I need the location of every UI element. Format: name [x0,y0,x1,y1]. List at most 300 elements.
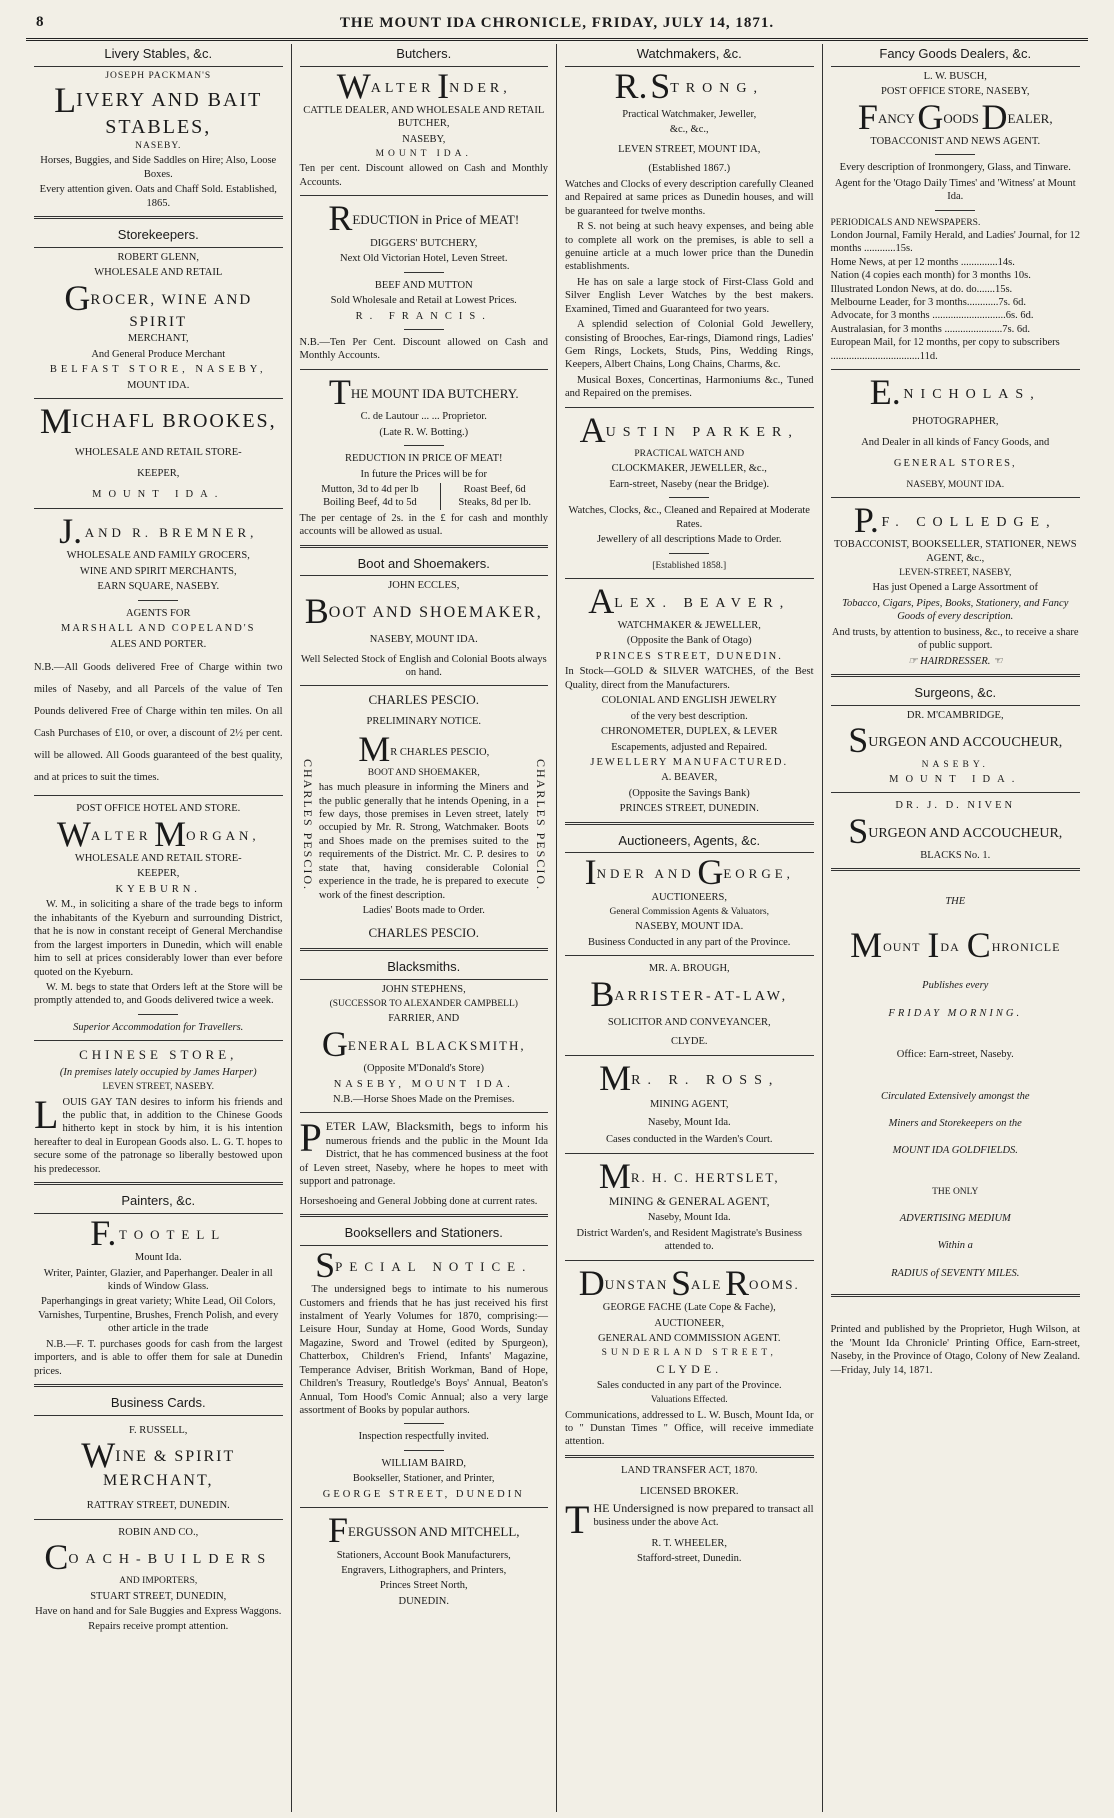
ad-packman [34,70,283,210]
ad-owner: DIGGERS' BUTCHERY, [370,237,478,249]
drop-cap: G [917,96,944,137]
masthead-rule [26,38,1088,41]
ad-text: Paperhangings in great variety; White Lead, Oil Colors, Varnishes, Turpentine, Brushes, French Polish, and every other article in the trade [38,1296,279,1335]
ad-text: Horses, Buggies, and Side Saddles on Hire; Also, Loose Boxes. [40,155,277,180]
drop-cap: I [927,924,941,965]
ad-owner: CHARLES PESCIO. [368,692,480,708]
ad-body: to inform his numerous friends and the public in the Mount Ida District, that he has commenced business at the foot of Leven street, Naseby, where he hopes to meet with support and patronage. [299,1122,548,1188]
ad-text: Practical Watchmaker, Jeweller, [622,109,757,121]
drop-cap: B [590,973,615,1014]
ad-name: ALTER [370,80,435,96]
short-rule [404,329,444,330]
ad-body: Ten per cent. Discount allowed on Cash and Monthly Accounts. [299,163,548,188]
list-item: Australasian, for 3 months ......................7s. 6d. [830,323,1030,335]
ad-text: Sales conducted in any part of the Province. [596,1379,782,1391]
divider [34,1384,283,1387]
ad-dunstan [565,1262,814,1449]
price-cell: Steaks, 8d per lb. [458,497,532,509]
column-2 [292,44,558,1812]
ad-text: POST OFFICE STORE, NASEBY, [880,86,1030,98]
ad-text: General Commission Agents & Valuators, [609,907,769,918]
short-rule [404,272,444,273]
ad-inder-george [565,852,814,949]
ad-sign: CHARLES PESCIO. [368,925,480,941]
price-table [300,483,549,510]
ad-text: POST OFFICE HOTEL AND STORE. [76,803,241,815]
ad-text: PHOTOGRAPHER, [912,415,999,427]
ad-beaver [565,580,814,816]
short-rule [404,1423,444,1424]
ad-owner: ROBERT GLENN, [117,251,199,263]
divider [34,1519,283,1520]
ad-text: And General Produce Merchant [91,348,226,360]
ad-text: MINING & GENERAL AGENT, [608,1194,770,1209]
list-item: European Mail, for 12 months, per copy to subscribers ..................................11d. [830,337,1060,362]
drop-cap: P [299,1115,322,1161]
short-rule [669,497,709,498]
newspaper-title: THE MOUNT IDA CHRONICLE, FRIDAY, JULY 14, 1871. [339,15,775,31]
drop-cap: G [64,277,91,318]
ad-text: KEEPER, [137,868,180,880]
title-word: HRONICLE [991,939,1061,954]
ad-text: Bookseller, Stationer, and Printer, [352,1473,495,1485]
ad-name: ORGAN, [186,827,260,843]
ad-name: OODS [943,110,979,126]
title-word: DA [940,939,960,954]
ad-body: Watches and Clocks of every description carefully Cleaned and Repaired at same prices as Dunedin houses, and will be guaranteed for twelve months. [565,178,814,217]
ad-text: Valuations Effected. [650,1395,728,1406]
ad-wheeler [565,1464,814,1566]
divider [34,795,283,796]
column-1 [26,44,292,1812]
divider [34,1182,283,1185]
pescio-body [300,728,549,920]
divider [34,398,283,399]
short-rule [138,600,178,601]
drop-cap: M [599,1057,632,1098]
divider [300,195,549,196]
ad-text: GENERAL AND COMMISSION AGENT. [597,1332,781,1344]
ad-title: ETER LAW, Blacksmith, begs [325,1119,482,1134]
ad-text: WHOLESALE AND RETAIL [94,267,223,279]
ad-place: BLACKS No. 1. [920,849,991,861]
ad-body: N.B.—All Goods delivered Free of Charge within two miles of Naseby, and all Parcels of the value of Ten Pounds delivered Free of Charge within ten miles. On all Cash Purchases of £10, or over, a discount of 2½ per cent. will be allowed. All Goods guaranteed of the best quality, and at prices to suit the times. [34,661,283,784]
ad-address: GEORGE STREET, DUNEDIN [322,1488,525,1500]
ad-text: Business Conducted in any part of the Province. [588,936,791,948]
ad-ross [565,1057,814,1147]
table-row [300,483,549,496]
ad-text: (Opposite the Bank of Otago) [626,635,752,647]
price-cell: Mutton, 3d to 4d per lb [300,483,441,496]
ad-address: BELFAST STORE, NASEBY, [49,364,267,376]
drop-cap: M [154,813,187,854]
ad-glenn [34,251,283,393]
drop-cap: C [966,924,992,965]
drop-cap: M [39,401,72,442]
short-rule [404,1450,444,1451]
ad-chinese-store [34,1047,283,1176]
ad-text: Every description of Ironmongery, Glass, and Tinware. [839,162,1071,174]
ad-text: BEEF AND MUTTON [374,279,473,291]
ad-owner: WILLIAM BAIRD, [381,1457,467,1469]
ad-surgeons [831,709,1081,863]
section-heading: Auctioneers, Agents, &c. [565,831,814,854]
ad-title: IVERY AND BAIT STABLES, [76,88,263,139]
ad-address: Stafford-street, Dunedin. [637,1553,742,1565]
ad-title: R. R. ROSS, [631,1072,780,1088]
section-heading: Storekeepers. [34,225,283,248]
ad-text: REDUCTION IN PRICE OF MEAT! [345,453,503,465]
ad-text: In future the Prices will be for [360,468,488,480]
ad-name: NDER AND [596,866,695,882]
ad-text: Repairs receive prompt attention. [88,1621,229,1633]
ad-body: has much pleasure in informing the Miners and the public generally that he intends Opening, in a few days, those premises in Leven street, lately occupied by Mr. R. Strong, Watchmaker. Boots and Shoes made on the premises suited to the requirements of the District. Mr. C. P. desires to state that, having considerable Colonial experience in the trade, he is prepared to execute work of the finest description. [318,782,529,901]
ad-name: ALE [691,1276,723,1292]
drop-cap: G [697,852,724,893]
ad-text: AND IMPORTERS, [119,1576,198,1587]
ad-place: MOUNT IDA. [127,379,190,391]
ad-text: Jewellery of all descriptions Made to Order. [596,534,782,546]
ad-text: (SUCCESSOR TO ALEXANDER CAMPBELL) [329,999,518,1010]
divider [565,1153,814,1154]
title-word: OUNT [883,939,921,954]
ad-place: MOUNT IDA. [889,773,1022,785]
ad-address: SUNDERLAND STREET, [601,1348,777,1359]
section-heading: Watchmakers, &c. [565,44,814,67]
ad-place: CLYDE. [670,1036,708,1048]
ad-text: Has just Opened a Large Assortment of [872,582,1038,594]
ad-text: KEEPER, [137,468,180,480]
short-rule [138,1014,178,1015]
ad-text: DUNEDIN. [398,1595,449,1607]
ad-text: WATCHMAKER & JEWELLER, [617,620,761,632]
section-heading: Fancy Goods Dealers, &c. [831,44,1081,67]
ad-address: PRINCES STREET, DUNEDIN. [619,803,759,815]
ad-place: CLYDE. [656,1361,723,1376]
ad-text: Watches, Clocks, &c., Cleaned and Repaired at Moderate Rates. [568,505,810,530]
promo-title [831,924,1081,965]
drop-cap: A [579,409,606,450]
drop-cap: M [598,1155,631,1196]
list-item: Nation (4 copies each month) for 3 months 10s. [830,270,1031,282]
ad-address: STUART STREET, DUNEDIN, [90,1590,227,1602]
drop-cap: P. [853,500,879,541]
ad-hertslet [565,1155,814,1254]
section-heading: Livery Stables, &c. [34,44,283,67]
page-number: 8 [36,14,44,30]
ad-place: Naseby, Mount Ida. [647,1116,731,1128]
drop-cap: D [578,1262,605,1303]
ad-owner: DR. M'CAMBRIDGE, [906,709,1004,721]
drop-cap: M [850,924,884,965]
short-rule [404,445,444,446]
promo-text: Circulated Extensively amongst the [880,1090,1030,1102]
ad-name: EALER, [1007,110,1053,126]
ad-text: Agent for the 'Otago Daily Times' and 'Witness' at Mount Ida. [834,177,1076,203]
section-heading: Blacksmiths. [300,957,549,980]
drop-cap: D [981,96,1008,137]
ad-text: Sold Wholesale and Retail at Lowest Prices. [330,295,517,307]
ad-text: COLONIAL AND ENGLISH JEWELRY [601,695,777,707]
ad-name: ANCY [877,110,915,126]
list-item: Advocate, for 3 months ............................6s. 6d. [830,310,1034,322]
ad-place: NASEBY, MOUNT IDA. [635,921,744,933]
ad-title: F. COLLEDGE, [881,515,1057,531]
ad-text: Tobacco, Cigars, Pipes, Books, Stationery, and Fancy Goods of every description. [842,597,1069,623]
ad-place: MOUNT IDA. [375,149,472,160]
ad-owner: JOHN STEPHENS, [381,983,466,995]
ad-place: NASEBY, MOUNT IDA. [906,479,1005,490]
ad-text: &c., &c., [669,124,709,136]
ad-text: (Established 1867.) [648,163,731,175]
ad-place: NASEBY. [135,141,182,152]
drop-cap: E. [869,372,901,413]
drop-cap: S [848,720,869,761]
ad-text: GEORGE FACHE (Late Cope & Fache), [602,1302,776,1314]
ad-text: Have on hand and for Sale Buggies and Express Waggons. [35,1606,282,1617]
divider [565,1260,814,1261]
ad-body: In Stock—GOLD & SILVER WATCHES, of the Best Quality, direct from the Manufacturers. [565,666,814,691]
ad-sign: A. BEAVER, [661,772,718,784]
short-rule [669,553,709,554]
ad-text: TOBACCONIST, BOOKSELLER, STATIONER, NEWS AGENT, &c., [833,539,1077,564]
hand-pointer-left-icon: ☜ [993,655,1003,667]
ad-tootell [34,1212,283,1378]
ad-text: BOOT AND SHOEMAKER, [367,767,480,778]
newspaper-price-list [831,217,1081,364]
ad-title: HE MOUNT IDA BUTCHERY. [350,385,519,401]
ad-title: EDUCTION in Price of MEAT! [352,212,520,228]
ad-text: Cases conducted in the Warden's Court. [606,1134,773,1146]
ad-place: Mount Ida. [134,1252,182,1264]
section-heading: Painters, &c. [34,1191,283,1214]
ad-title: TRONG, [670,80,764,96]
ad-title: R. H. C. HERTSLET, [630,1169,780,1185]
ad-body: Musical Boxes, Concertinas, Harmoniums &c., Tuned and Repaired on the premises. [565,374,814,400]
ad-text: NASEBY, [402,133,446,145]
ad-brough [565,962,814,1049]
ad-body: OUIS GAY TAN desires to inform his friends and the public that, in addition to the Chinese Goods hitherto kept in stock by him, it is his intention hereafter to deal in European Goods also. L. G. T. hopes to secure some of the patronage so liberally bestowed upon his predecessor. [34,1096,283,1175]
drop-cap: L [54,79,77,120]
divider [831,674,1081,677]
ad-mount-ida-butchery [299,371,549,539]
drop-cap: M [358,728,391,769]
ad-text: of the very best description. [630,710,748,722]
drop-cap: F [857,96,878,137]
ad-title: ERGUSSON AND MITCHELL, [347,1524,520,1540]
chronicle-promo [831,895,1081,1280]
pescio-text [318,728,529,920]
ad-text: MERCHANT, [127,333,189,345]
ad-text: SOLICITOR AND CONVEYANCER, [607,1017,771,1029]
ad-text: GENERAL STORES, [893,458,1017,470]
ad-address: LEVEN STREET, NASEBY. [102,1082,215,1093]
divider [565,407,814,408]
ad-text: WINE AND SPIRIT MERCHANTS, [79,565,237,577]
drop-cap: I [584,852,597,893]
table-row [300,496,549,509]
ad-owner: F. RUSSELL, [129,1424,188,1436]
drop-cap: T [565,1496,590,1542]
ad-body: W. M., in soliciting a share of the trade begs to inform the inhabitants of the Kyeburn and surrounding District, that he is now in constant receipt of General Merchandise from the largest importers in Dunedin, which will enable him to sell at prices considerably lower than ever before quoted on the Kyeburn. [34,899,283,978]
ad-text: WHOLESALE AND RETAIL STORE- [74,853,242,865]
ad-text: MARSHALL AND COPELAND'S [60,623,256,635]
section-heading: Booksellers and Stationers. [300,1223,549,1246]
ad-sign: R. T. WHEELER, [651,1537,728,1549]
divider [565,1455,814,1458]
ad-title: PECIAL NOTICE. [335,1258,533,1274]
ad-morgan [34,802,283,1034]
ad-title: ARRISTER-AT-LAW, [614,988,789,1004]
divider [831,792,1081,793]
ad-address: Earn-street, Naseby (near the Bridge). [609,478,770,490]
ad-text: WHOLESALE AND FAMILY GROCERS, [66,550,250,562]
promo-text: THE ONLY [932,1186,979,1197]
vertical-name: CHARLES PESCIO. [300,758,315,891]
ad-text: Well Selected Stock of English and Colonial Boots always on hand. [300,653,547,679]
price-cell: Roast Beef, 6d [463,483,526,495]
ad-text [831,655,1081,668]
ad-text: CATTLE DEALER, AND WHOLESALE AND RETAIL BUTCHER, [303,105,545,130]
ad-text: JEWELLERY MANUFACTURED. [590,756,789,768]
section-heading: Boot and Shoemakers. [300,554,549,577]
drop-cap: G [321,1023,348,1064]
ad-body: to transact all business under the above Act. [593,1503,814,1529]
ad-place: KYEBURN. [115,883,201,895]
short-rule [935,210,975,211]
hand-pointer-right-icon: ☞ [908,655,918,667]
ad-place: NASEBY, MOUNT IDA. [369,634,478,646]
ad-title: ICHAFL BROOKES, [71,410,277,433]
drop-cap: W [81,1435,116,1476]
divider [300,1507,549,1508]
ad-title: ROCER, WINE AND SPIRIT [90,291,253,330]
drop-cap: I [437,65,450,106]
divider [565,822,814,825]
ad-name: OOMS. [748,1276,800,1292]
promo-office: Office: Earn-street, Naseby. [896,1049,1014,1061]
list-item: London Journal, Family Herald, and Ladies' Journal, for 12 months ............15s. [830,229,1080,255]
drop-cap: S [848,810,869,851]
promo-text: ADVERTISING MEDIUM [899,1213,1011,1224]
drop-cap: F. [90,1212,117,1253]
ad-text: (In premises lately occupied by James Harper) [59,1066,257,1078]
divider [831,369,1081,370]
ad-russell [34,1424,283,1513]
list-heading: PERIODICALS AND NEWSPAPERS. [830,217,981,228]
ad-text: District Warden's, and Resident Magistrate's Business attended to. [576,1227,803,1253]
list-item: Melbourne Leader, for 3 months............7s. 6d. [830,296,1027,308]
column-4 [823,44,1089,1812]
divider [34,216,283,219]
ad-text: Stationers, Account Book Manufacturers, [336,1549,511,1561]
ad-body: The undersigned begs to intimate to his numerous Customers and friends that he has just received his first instalment of Yearly Volumes for 1870, comprising:—Leisure Hour, Sunday at Home, Good Words, Sunday Magazine, Sword and Trowel (edited by Spurgeon), Chatterbox, Children's Friend, Infants' Magazine, Temperance Adviser, British Workman, Band of Hope, Children's Treasury, Routledge's Boys' Annual, Beaton's Annual, Tom Hood's Comic Annual; also a very large assortment of Books by popular authors. [299,1284,548,1417]
divider [831,868,1081,871]
ad-owner: JOSEPH PACKMAN'S [105,70,212,81]
ad-owner: MR. A. BROUGH, [648,963,730,975]
ad-fergusson [300,1510,549,1608]
ad-text: CLOCKMAKER, JEWELLER, &c., [611,463,767,475]
ad-text: LAND TRANSFER ACT, 1870. [621,1464,758,1476]
divider [300,545,549,548]
ad-body: He has on sale a large stock of First-Class Gold and Silver English Lever Watches by the best makers. Examined, Timed and Guaranteed for two years. [565,276,814,315]
ad-text: FARRIER, AND [388,1013,460,1025]
ad-name: ALTER [90,827,152,843]
ad-text: Horseshoeing and General Jobbing done at current rates. [299,1195,538,1207]
columns [26,44,1088,1812]
ad-title: CHINESE STORE, [79,1047,238,1063]
ad-pescio [300,692,549,942]
ad-owner: L. W. BUSCH, [923,70,987,82]
drop-cap: C [44,1537,69,1578]
drop-cap: W [336,65,371,106]
ad-text: Superior Accommodation for Travellers. [73,1021,244,1033]
ad-title: AND R. BREMNER, [84,524,258,540]
ad-text: And Dealer in all kinds of Fancy Goods, and [861,437,1050,448]
vertical-name: CHARLES PESCIO. [534,758,548,891]
ad-title: ENERAL BLACKSMITH, [347,1037,526,1053]
ad-body: Communications, addressed to L. W. Busch, Mount Ida, or to " Dunstan Times " Office, will receive immediate attention. [565,1409,814,1448]
printer-imprint: Printed and published by the Proprietor, Hugh Wilson, at the 'Mount Ida Chronicle' Printing Office, Earn-street, Naseby, in the Province of Otago, Colony of New Zealand. —Friday, July 14, 1871. [830,1324,1080,1376]
section-heading: Business Cards. [34,1393,283,1416]
drop-cap: R. [614,65,648,106]
ad-name: EORGE, [723,866,794,882]
ad-nicholas [831,372,1081,491]
ad-address: Next Old Victorian Hotel, Leven Street. [340,253,508,265]
ad-text: Every attention given. Oats and Chaff Sold. Established, 1865. [39,184,277,209]
ad-text: (Late R. W. Botting.) [379,426,469,438]
ad-bremner [34,510,283,789]
ad-title: NICHOLAS, [903,387,1041,403]
promo-the: THE [945,896,966,908]
ad-text: (Opposite M'Donald's Store) [363,1063,484,1075]
ad-text: PRELIMINARY NOTICE. [366,716,482,728]
ad-brookes [34,401,283,502]
ad-name: NDER, [449,80,511,96]
drop-cap: S [315,1244,336,1285]
ad-text: LICENSED BROKER. [639,1486,739,1498]
divider [34,1040,283,1041]
ad-text: Inspection respectfully invited. [358,1431,489,1443]
ad-body: N.B.—F. T. purchases goods for cash from the largest importers, and is able to offer them for sale at Dunedin prices. [34,1338,283,1377]
ad-text: And trusts, by attention to business, &c., to receive a share of public support. [831,626,1079,652]
ad-address: LEVEN-STREET, NASEBY, [899,568,1012,579]
divider [565,955,814,956]
ad-title: URGEON AND ACCOUCHEUR, [868,825,1063,841]
ad-eccles [300,579,549,679]
ad-owner: R. FRANCIS. [355,310,492,322]
section-heading: Surgeons, &c. [831,683,1081,706]
ad-robin [34,1526,283,1634]
ad-owner: ROBIN AND CO., [118,1526,199,1538]
promo-text: Miners and Storekeepers on the [888,1117,1022,1129]
divider [300,369,549,370]
drop-cap: T [328,371,351,412]
ad-address: LEVEN STREET, MOUNT IDA, [618,143,761,155]
drop-cap: R [724,1262,749,1303]
divider [831,497,1081,498]
ad-text: MINING AGENT, [649,1099,729,1111]
promo-text: Within a [937,1240,973,1252]
ad-body: A splendid selection of Colonial Gold Jewellery, consisting of Brooches, Ear-rings, Diamond rings, Ladies' Gem Rings, Lockets, Studs, Pins, Wedding Rings, Keepers, Albert Chains, Long Chains, Charms, &c. [565,319,814,371]
ad-body: R S. not being at such heavy expenses, and being able to complete all work on the premises, is able to sell a genuine article at a much lower price than the Dunedin establishments. [565,221,814,273]
ad-text: AUCTIONEERS, [651,891,728,903]
column-3 [557,44,823,1812]
divider [565,1055,814,1056]
ad-body: W. M. begs to state that Orders left at the Store will be promptly attended to, and Goods delivered twice a week. [34,981,283,1007]
ad-owner: JOHN ECCLES, [388,580,460,592]
drop-cap: S [671,1262,692,1303]
